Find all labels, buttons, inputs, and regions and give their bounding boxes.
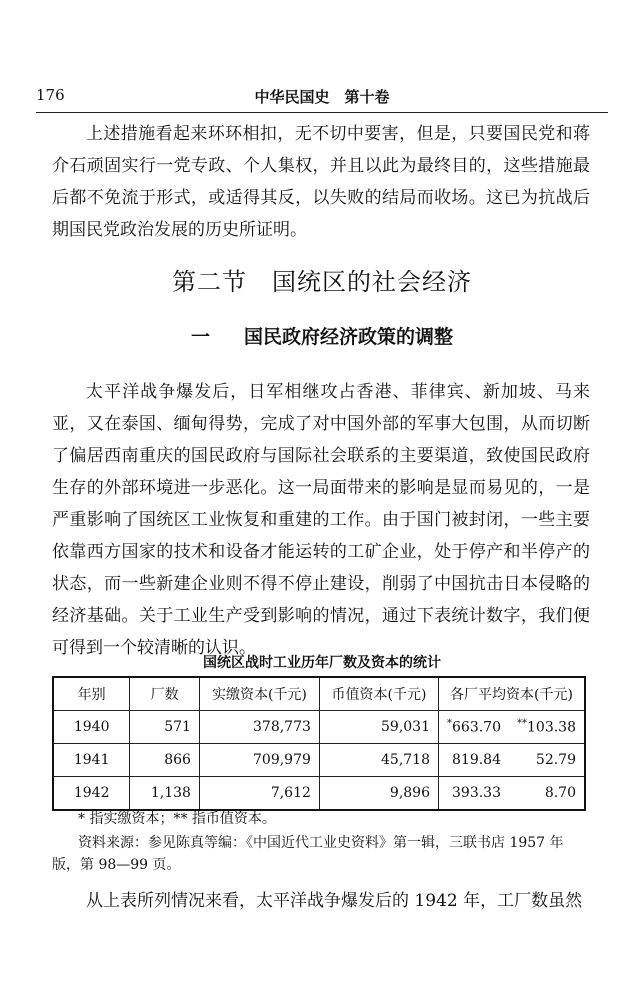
- running-title: 中华民国史 第十卷: [254, 88, 390, 106]
- table-footnote-marks: * 指实缴资本；** 指币值资本。: [78, 811, 276, 827]
- col-header-currency-capital: 币值资本(千元): [319, 677, 438, 711]
- table-caption: 国统区战时工业历年厂数及资本的统计: [203, 655, 441, 671]
- cell-average-currency: 8.70: [509, 777, 585, 811]
- section-heading: 第二节 国统区的社会经济: [172, 268, 472, 296]
- table-row: [53, 744, 585, 777]
- table-source-note-cont: 版，第 98—99 页。: [52, 857, 181, 873]
- cell-year: 1940: [53, 711, 130, 744]
- statistics-table: [52, 676, 586, 811]
- cell-currency-capital: 9,896: [319, 777, 438, 811]
- cell-average-currency: 52.79: [509, 744, 585, 777]
- cell-average-paid: *663.70: [439, 711, 510, 744]
- cell-paid-capital: 709,979: [199, 744, 319, 777]
- paragraph-1: 上述措施看起来环环相扣，无不切中要害，但是，只要国民党和蒋介石顽固实行一党专政、个人集权，并且以此为最终目的，这些措施最后都不免流于形式，或适得其反，以失败的结局而收场。这已为抗战后期国民党政治发展的历史所证明。: [52, 124, 590, 240]
- cell-year: 1941: [53, 744, 130, 777]
- paragraph-2: 太平洋战争爆发后，日军相继攻占香港、菲律宾、新加坡、马来亚，又在泰国、缅甸得势，完成了对中国外部的军事大包围，从而切断了偏居西南重庆的国民政府与国际社会联系的主要渠道，致使国民政府生存的外部环境进一步恶化。这一局面带来的影响是显而易见的，一是严重影响了国统区工业恢复和重建的工作。由于国门被封闭，一些主要依靠西方国家的技术和设备才能运转的工矿企业，处于停产和半停产的状态，而一些新建企业则不得不停止建设，削弱了中国抗击日本侵略的经济基础。关于工业生产受到影响的情况，通过下表统计数字，我们便可得到一个较清晰的认识。: [52, 382, 590, 658]
- cell-paid-capital: 7,612: [199, 777, 319, 811]
- subsection-number: 一: [190, 326, 210, 348]
- subsection-heading: [0, 322, 644, 349]
- paragraph-3: 从上表所列情况来看，太平洋战争爆发后的 1942 年，工厂数虽然: [86, 891, 583, 911]
- table-row: [53, 777, 585, 811]
- cell-factories: 571: [130, 711, 200, 744]
- col-header-average-capital: 各厂平均资本(千元): [439, 677, 586, 711]
- cell-average-currency: **103.38: [509, 711, 585, 744]
- page-header: [36, 86, 608, 110]
- subsection-title: 国民政府经济政策的调整: [244, 326, 454, 348]
- page-number: 176: [36, 86, 65, 104]
- cell-average-paid: 393.33: [439, 777, 510, 811]
- cell-currency-capital: 45,718: [319, 744, 438, 777]
- table-source-note: 资料来源：参见陈真等编：《中国近代工业史资料》第一辑，三联书店 1957 年: [78, 835, 564, 851]
- table-header-row: [53, 677, 585, 711]
- cell-year: 1942: [53, 777, 130, 811]
- header-rule: [36, 112, 608, 113]
- cell-factories: 1,138: [130, 777, 200, 811]
- cell-average-paid: 819.84: [439, 744, 510, 777]
- cell-paid-capital: 378,773: [199, 711, 319, 744]
- cell-currency-capital: 59,031: [319, 711, 438, 744]
- cell-factories: 866: [130, 744, 200, 777]
- col-header-factories: 厂数: [130, 677, 200, 711]
- col-header-paid-capital: 实缴资本(千元): [199, 677, 319, 711]
- table-row: [53, 711, 585, 744]
- col-header-year: 年别: [53, 677, 130, 711]
